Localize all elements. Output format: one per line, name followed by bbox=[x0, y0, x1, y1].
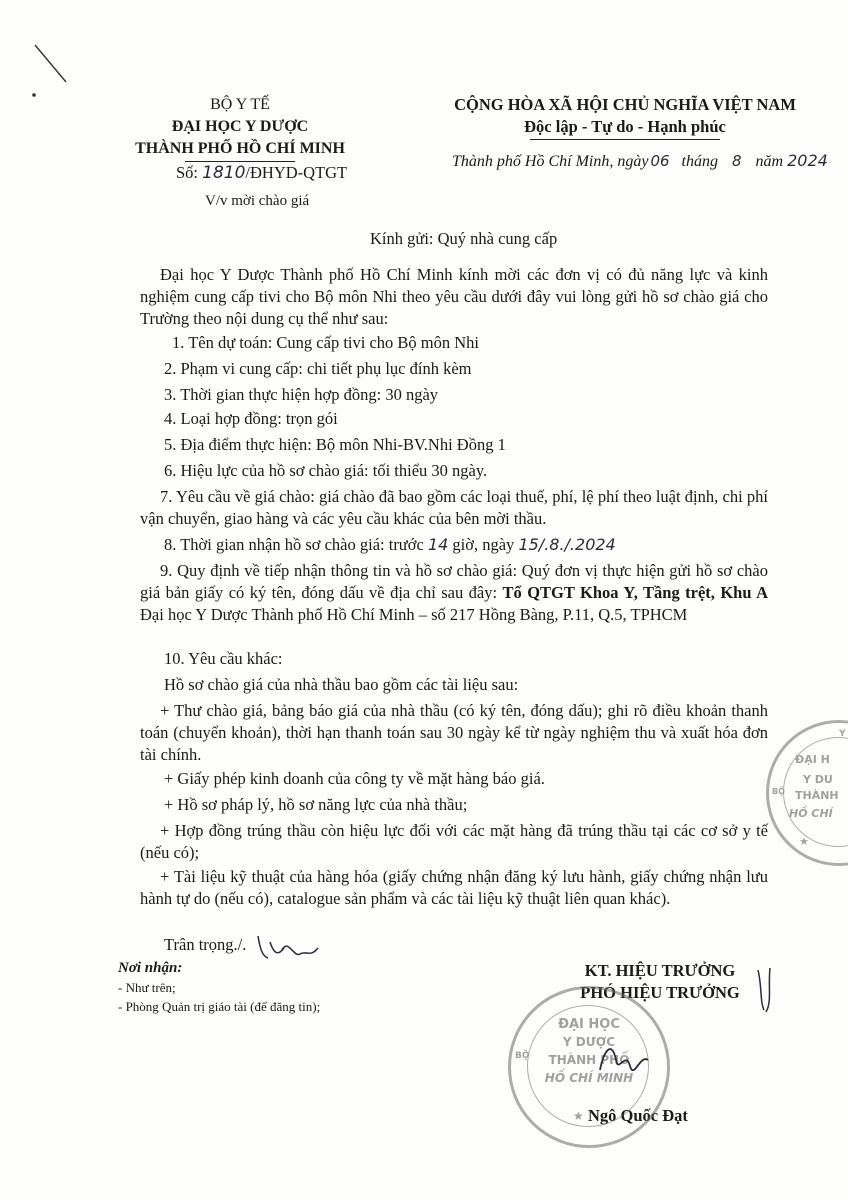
signature-title-2: PHÓ HIỆU TRƯỞNG bbox=[580, 983, 740, 1002]
signature-scribble bbox=[590, 1030, 660, 1090]
addressee: Kính gửi: Quý nhà cung cấp bbox=[370, 229, 558, 248]
item-5: 5. Địa điểm thực hiện: Bộ môn Nhi-BV.Nhi Đồng 1 bbox=[164, 435, 506, 454]
item-9-text: 9. Quy định về tiếp nhận thông tin và hồ sơ chào giá: Quý đơn vị thực hiện gửi hồ sơ chào giá bản giấy có ký tên, đóng dấu về địa chỉ sau đây: bbox=[140, 561, 768, 602]
doc-item-4 bbox=[140, 820, 768, 864]
docs-intro: Hồ sơ chào giá của nhà thầu bao gồm các tài liệu sau: bbox=[164, 675, 519, 694]
intro-paragraph bbox=[140, 264, 768, 330]
country-name: CỘNG HÒA XÃ HỘI CHỦ NGHĨA VIỆT NAM bbox=[454, 95, 796, 114]
national-motto: Độc lập - Tự do - Hạnh phúc bbox=[524, 117, 726, 136]
item-7-text: 7. Yêu cầu về giá chào: giá chào đã bao gồm các loại thuế, phí, lệ phí theo luật định, chi phí vận chuyển, giao hàng và các yêu cầu khác của bên mời thầu. bbox=[140, 487, 768, 528]
item-8-prefix: 8. Thời gian nhận hồ sơ chào giá: trước bbox=[164, 535, 424, 554]
item-7 bbox=[140, 486, 768, 530]
deadline-date: 15/.8./.2024 bbox=[518, 535, 616, 554]
university-name: ĐẠI HỌC Y DƯỢC bbox=[171, 118, 309, 135]
doc-item-4-text: + Hợp đồng trúng thầu còn hiệu lực đối với các mặt hàng đã trúng thầu tại các cơ sở y tế (nếu có); bbox=[140, 821, 768, 862]
ministry-name: BỘ Y TẾ bbox=[210, 96, 270, 113]
subject-line: V/v mời chào giá bbox=[205, 193, 310, 209]
stamp-line-1: ĐẠI HỌC bbox=[558, 1017, 620, 1032]
item-9 bbox=[140, 560, 768, 626]
date-month: 8 bbox=[732, 152, 742, 170]
stamp-line-2: Y DƯỢC bbox=[562, 1035, 616, 1049]
date-day: 06 bbox=[650, 152, 670, 170]
item-3: 3. Thời gian thực hiện hợp đồng: 30 ngày bbox=[164, 385, 439, 404]
stamp-star-icon: ★ bbox=[573, 1109, 584, 1123]
date-prefix: Thành phố Hồ Chí Minh, ngày bbox=[452, 153, 649, 170]
intro-text: Đại học Y Dược Thành phố Hồ Chí Minh kính mời các đơn vị có đủ năng lực và kinh nghiệm cung cấp tivi cho Bộ môn Nhi theo yêu cầu dưới đây vui lòng gửi hồ sơ chào giá cho Trường theo nội dung cụ thể như sau: bbox=[140, 265, 768, 328]
date-year: 2024 bbox=[787, 151, 828, 170]
doc-item-5 bbox=[140, 866, 768, 910]
pen-scratch-mark bbox=[30, 40, 80, 110]
deadline-hour: 14 bbox=[427, 535, 449, 554]
number-label: Số: bbox=[176, 163, 199, 182]
date-year-label: năm bbox=[755, 153, 784, 170]
partial-stamp-line-1: ĐẠI H bbox=[795, 753, 830, 766]
doc-item-1-text: + Thư chào giá, bảng báo giá của nhà thầu (có ký tên, đóng dấu); ghi rõ điều khoản thanh toán (chuyển khoản), thời hạn thanh toán sau 30 ngày kể từ ngày nghiệm thu và xuất hóa đơn tài chính. bbox=[140, 701, 768, 764]
item-2: 2. Phạm vi cung cấp: chi tiết phụ lục đính kèm bbox=[164, 359, 472, 378]
recipient-2: - Phòng Quản trị giáo tài (để đăng tin); bbox=[118, 999, 321, 1014]
motto-underline bbox=[530, 139, 720, 140]
partial-stamp-edge bbox=[766, 720, 848, 866]
partial-stamp-line-4: HỒ CHÍ bbox=[789, 807, 833, 820]
national-header bbox=[440, 94, 810, 140]
partial-stamp-line-3: THÀNH bbox=[795, 789, 839, 802]
item-8-mid: giờ, ngày bbox=[452, 535, 515, 554]
stamp-side-text: BỘ bbox=[515, 1051, 530, 1061]
number-suffix: /ĐHYD-QTGT bbox=[245, 163, 348, 182]
item-9-address-bold: Tổ QTGT Khoa Y, Tầng trệt, Khu A bbox=[502, 583, 768, 602]
date-month-label: tháng bbox=[681, 153, 718, 170]
item-6: 6. Hiệu lực của hồ sơ chào giá: tối thiểu 30 ngày. bbox=[164, 461, 488, 480]
item-9-address-rest: Đại học Y Dược Thành phố Hồ Chí Minh – số 217 Hồng Bàng, P.11, Q.5, TPHCM bbox=[140, 605, 688, 624]
doc-item-3: + Hồ sơ pháp lý, hồ sơ năng lực của nhà thầu; bbox=[164, 795, 468, 814]
university-city: THÀNH PHỐ HỒ CHÍ MINH bbox=[135, 140, 345, 157]
signer-name: Ngô Quốc Đạt bbox=[588, 1106, 688, 1125]
stamp-line-3: THÀNH PHỐ bbox=[548, 1053, 630, 1067]
doc-item-5-text: + Tài liệu kỹ thuật của hàng hóa (giấy chứng nhận đăng ký lưu hành, giấy chứng nhận lưu hành tự do (nếu có), catalogue sản phẩm và các tài liệu kỹ thuật liên quan khác). bbox=[140, 867, 768, 908]
signature-mark-title bbox=[752, 966, 782, 1016]
recipients-label: Nơi nhận: bbox=[118, 960, 183, 976]
issuer-block bbox=[120, 94, 360, 162]
partial-stamp-star-icon: ★ bbox=[799, 835, 809, 848]
partial-stamp-edge-letter: Y bbox=[839, 729, 846, 739]
doc-item-1 bbox=[140, 700, 768, 766]
partial-stamp-side: BỘ bbox=[772, 787, 785, 796]
stamp-line-4: HỒ CHÍ MINH bbox=[544, 1071, 634, 1085]
item-1: 1. Tên dự toán: Cung cấp tivi cho Bộ môn Nhi bbox=[172, 333, 479, 352]
recipient-1: - Như trên; bbox=[118, 980, 176, 995]
issue-date bbox=[452, 150, 828, 173]
closing-greeting: Trân trọng./. bbox=[164, 935, 247, 954]
doc-item-2: + Giấy phép kinh doanh của công ty về mặt hàng báo giá. bbox=[164, 769, 545, 788]
partial-stamp-line-2: Y DU bbox=[803, 773, 833, 786]
number-handwritten: 1810 bbox=[202, 163, 246, 183]
signature-title-1: KT. HIỆU TRƯỞNG bbox=[584, 961, 736, 980]
recipients-block bbox=[118, 958, 320, 1016]
item-4: 4. Loại hợp đồng: trọn gói bbox=[164, 409, 338, 428]
document-number bbox=[176, 162, 347, 184]
item-8 bbox=[164, 534, 616, 556]
item-10: 10. Yêu cầu khác: bbox=[164, 649, 283, 668]
